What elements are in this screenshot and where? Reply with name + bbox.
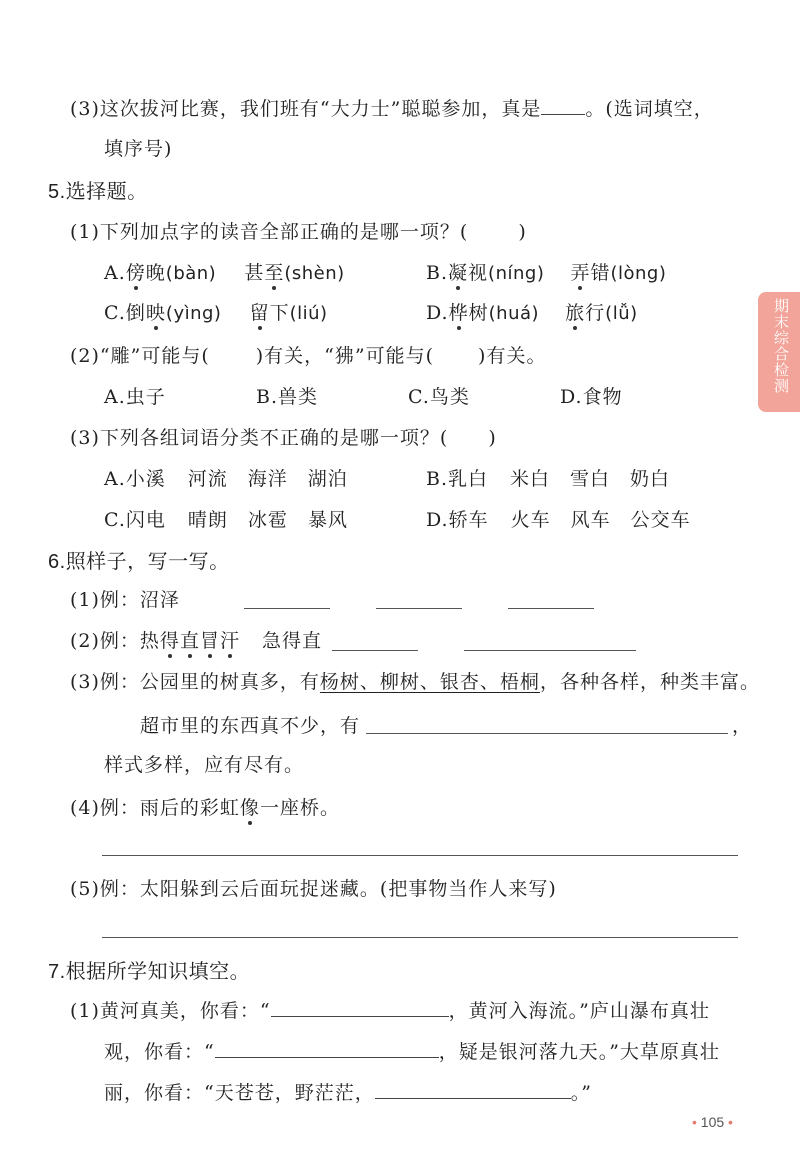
word: 湖泊 [307, 468, 348, 490]
section-side-tab [758, 292, 800, 412]
q7-text: 观，你看：“ [104, 1041, 215, 1063]
q5-title: 选择题。 [65, 179, 148, 203]
opt-prefix: C.倒 [104, 302, 146, 324]
word: 米白 [510, 468, 551, 490]
word: 雪白 [570, 468, 611, 490]
q5-1-prompt-text: (1)下列加点字的读音全部正确的是哪一项？( [70, 221, 469, 243]
word: 暴风 [307, 509, 348, 531]
opt-char: 视 [468, 262, 489, 284]
word: 奶白 [630, 468, 671, 490]
word: 火车 [510, 509, 551, 531]
q6-1-blank-3[interactable] [508, 608, 594, 609]
pinyin: (liú) [289, 303, 328, 324]
q5-3-option-c[interactable] [104, 505, 348, 532]
q7-blank-2[interactable] [215, 1056, 439, 1058]
q5-2-text-a: (2)“雕”可能与( [70, 345, 210, 367]
dotted-char: 冒 [199, 630, 220, 652]
q7-blank-1[interactable] [271, 1015, 449, 1017]
pinyin: (yìng) [165, 303, 222, 324]
q7-text: 。” [570, 1082, 592, 1104]
q7-1-line1 [70, 996, 710, 1023]
pinyin: (shèn) [284, 263, 345, 284]
q5-2-option-a[interactable]: A.虫子 [104, 386, 166, 408]
pinyin: (lǚ) [605, 303, 638, 324]
q6-5-answer-line[interactable] [102, 937, 738, 938]
q7-1-line3 [104, 1078, 592, 1105]
q5-2-prompt [70, 341, 546, 368]
pinyin: (níng) [488, 263, 545, 284]
q7-text: (1)黄河真美，你看：“ [70, 1000, 271, 1022]
q4-3-line1 [70, 94, 714, 121]
q4-3-text-a: (3)这次拔河比赛，我们班有“大力士”聪聪参加，真是 [70, 98, 542, 120]
opt-char: 晚 [145, 262, 166, 284]
underlined-words: 杨树、柳树、银杏、梧桐 [319, 671, 540, 693]
q5-3-option-a[interactable] [104, 464, 348, 491]
q7-title: 根据所学知识填空。 [65, 959, 251, 983]
ex-text: ，各种各样，种类丰富。 [539, 671, 760, 693]
q6-2-blank-1[interactable] [332, 650, 418, 651]
q6-3-prompt: 超市里的东西真不少，有 [140, 715, 361, 737]
page-number-text: 105 [700, 1114, 725, 1130]
word: 海洋 [247, 468, 288, 490]
word: 河流 [187, 468, 228, 490]
q7-1-line2 [104, 1037, 720, 1064]
ex-text: (4)例：雨后的彩虹 [70, 797, 240, 819]
pinyin: (huá) [488, 303, 540, 324]
dotted-char: 像 [239, 797, 260, 819]
q6-3-example [70, 667, 760, 694]
dotted-char: 留 [249, 302, 270, 324]
dotted-char: 直 [179, 630, 200, 652]
q4-3-text-b: 。(选词填空， [585, 98, 714, 120]
q5-2-option-c[interactable]: C.鸟类 [408, 386, 470, 408]
word: B.乳白 [426, 468, 489, 490]
dotted-char: 傍 [125, 262, 146, 284]
opt-char: 错 [590, 262, 611, 284]
ex-prompt: 急得直 [261, 630, 322, 652]
q7-blank-3[interactable] [375, 1097, 571, 1099]
q6-5-example: (5)例：太阳躲到云后面玩捉迷藏。(把事物当作人来写) [70, 878, 557, 900]
q6-4-answer-line[interactable] [102, 855, 738, 856]
q6-3-tail: 样式多样，应有尽有。 [104, 754, 305, 776]
q5-1-option-d[interactable] [426, 298, 638, 325]
q7-text: ，黄河入海流。”庐山瀑布真壮 [448, 1000, 710, 1022]
dotted-char: 凝 [448, 262, 469, 284]
q6-number: 6. [48, 551, 66, 573]
q6-1-blank-2[interactable] [376, 608, 462, 609]
side-tab-label: 期末综合检测 [772, 298, 790, 394]
q4-3-blank[interactable] [541, 113, 585, 115]
dotted-char: 汗 [219, 630, 240, 652]
q6-3-blank[interactable] [366, 733, 728, 734]
word: 风车 [570, 509, 611, 531]
q5-2-text-c: )有关。 [478, 345, 547, 367]
word: D.轿车 [426, 509, 489, 531]
q7-text: ，疑是银河落九天。”大草原真壮 [438, 1041, 720, 1063]
q6-2-example [70, 626, 322, 653]
word: A.小溪 [104, 468, 166, 490]
q5-3-prompt-text: (3)下列各组词语分类不正确的是哪一项？( [70, 427, 449, 449]
q5-1-prompt [70, 217, 527, 244]
q6-2-blank-2[interactable] [464, 650, 636, 651]
opt-prefix: B. [426, 262, 449, 284]
q7-heading [48, 955, 250, 984]
q7-number: 7. [48, 961, 66, 983]
q6-1-example: (1)例：沼泽 [70, 589, 180, 611]
opt-char: 行 [585, 302, 606, 324]
dotted-char: 至 [264, 262, 285, 284]
opt-char: 甚 [244, 262, 265, 284]
q5-2-option-b[interactable]: B.兽类 [256, 386, 319, 408]
q4-3-line2: 填序号) [104, 138, 173, 160]
q5-3-close-paren: ) [488, 427, 497, 449]
q5-2-text-b: )有关，“狒”可能与( [255, 345, 435, 367]
q6-heading [48, 545, 230, 574]
q7-text: 丽，你看：“天苍苍，野茫茫， [104, 1082, 375, 1104]
pinyin: (lòng) [610, 263, 667, 284]
q6-4-example [70, 793, 340, 820]
q5-1-option-b[interactable] [426, 258, 666, 285]
word: C.闪电 [104, 509, 166, 531]
dotted-char: 旅 [565, 302, 586, 324]
dotted-char: 桦 [448, 302, 469, 324]
opt-char: 树 [468, 302, 489, 324]
dotted-char: 映 [145, 302, 166, 324]
q5-3-prompt [70, 423, 497, 450]
dotted-char: 得 [159, 630, 180, 652]
q5-1-option-c[interactable] [104, 298, 328, 325]
opt-char: 下 [269, 302, 290, 324]
ex-text: (2)例：热 [70, 630, 160, 652]
pinyin: (bàn) [165, 263, 217, 284]
opt-prefix: A. [104, 262, 126, 284]
opt-prefix: D. [426, 302, 449, 324]
q6-3-comma: ， [732, 715, 753, 737]
word: 公交车 [630, 509, 691, 531]
q5-1-option-a[interactable] [104, 258, 345, 285]
q6-1-blank-1[interactable] [244, 608, 330, 609]
q5-number: 5. [48, 181, 66, 203]
q5-heading [48, 175, 148, 204]
page-number-dot-right: • [728, 1114, 733, 1130]
q5-3-option-b[interactable] [426, 464, 670, 491]
dotted-char: 弄 [570, 262, 591, 284]
q5-3-option-d[interactable] [426, 505, 691, 532]
word: 晴朗 [187, 509, 228, 531]
q5-1-close-paren: ) [518, 221, 527, 243]
page-number-dot-left: • [692, 1114, 697, 1130]
ex-text: (3)例：公园里的树真多，有 [70, 671, 320, 693]
q5-2-option-d[interactable]: D.食物 [560, 386, 623, 408]
word: 冰雹 [247, 509, 288, 531]
ex-text: 一座桥。 [259, 797, 340, 819]
q6-title: 照样子，写一写。 [65, 549, 230, 573]
page-number [692, 1114, 733, 1130]
